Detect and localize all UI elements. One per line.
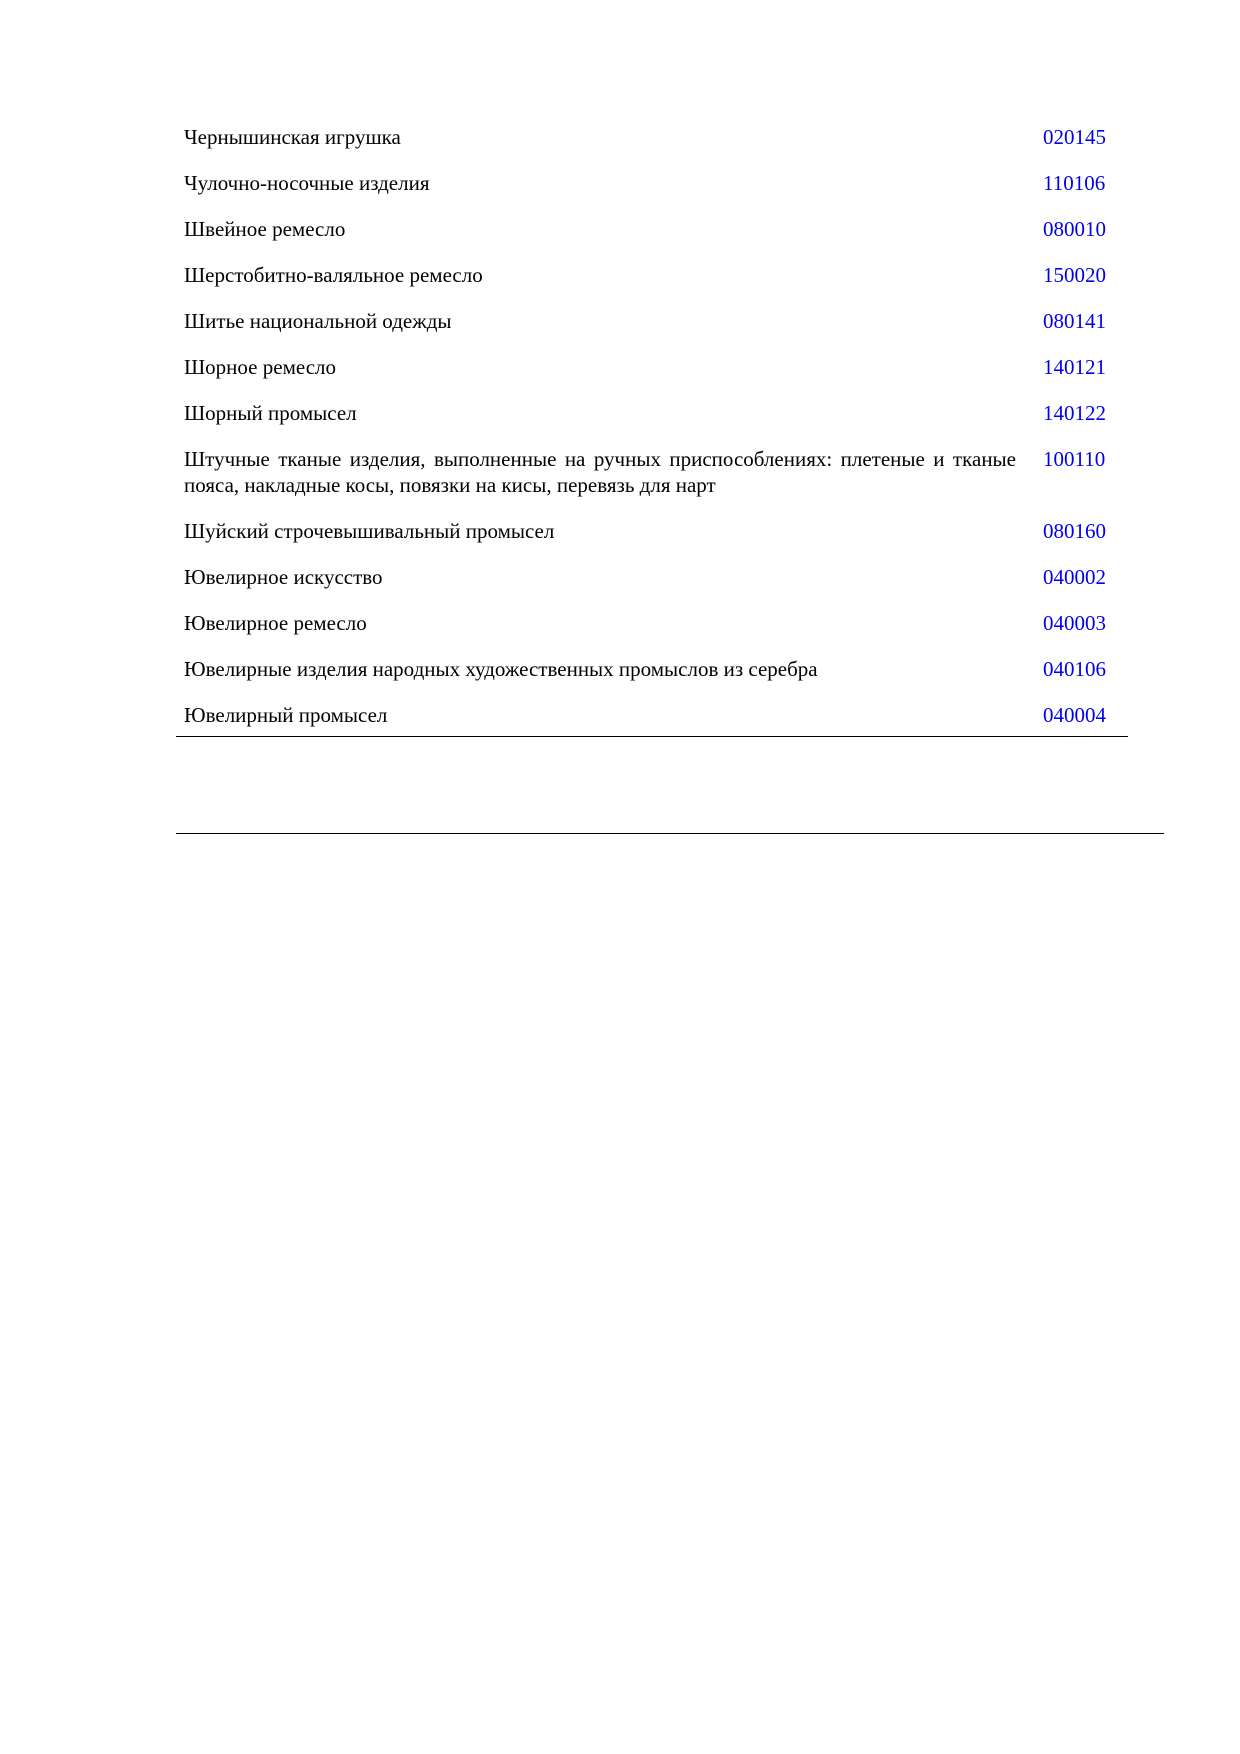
code-link[interactable]: 140122 <box>1043 401 1106 425</box>
code-link[interactable]: 100110 <box>1043 447 1106 471</box>
table-row <box>176 400 1128 426</box>
code-link[interactable]: 140121 <box>1043 355 1106 379</box>
code-link[interactable]: 150020 <box>1043 263 1106 287</box>
term-text: Ювелирное ремесло <box>184 611 367 635</box>
term-text: Шуйский строчевышивальный промысел <box>184 519 555 543</box>
table-row <box>176 170 1128 196</box>
code-link[interactable]: 040002 <box>1043 565 1106 589</box>
term-text: Швейное ремесло <box>184 217 346 241</box>
code-link[interactable]: 080141 <box>1043 309 1106 333</box>
code-link[interactable]: 080010 <box>1043 217 1106 241</box>
table-row <box>176 656 1128 682</box>
table-row <box>176 124 1128 150</box>
code-link[interactable]: 040004 <box>1043 703 1106 727</box>
code-link[interactable]: 020145 <box>1043 125 1106 149</box>
table-row <box>176 518 1128 544</box>
code-link[interactable]: 040003 <box>1043 611 1106 635</box>
term-text: Чернышинская игрушка <box>184 125 401 149</box>
code-link[interactable]: 040106 <box>1043 657 1106 681</box>
term-text: Ювелирные изделия народных художественных промыслов из серебра <box>184 657 818 681</box>
term-text: Чулочно-носочные изделия <box>184 171 430 195</box>
footer-divider <box>176 833 1164 834</box>
term-text: Ювелирный промысел <box>184 703 388 727</box>
table-row <box>176 354 1128 380</box>
table-row <box>176 702 1128 728</box>
table-row <box>176 610 1128 636</box>
term-text: Шорное ремесло <box>184 355 337 379</box>
term-text: Шорный промысел <box>184 401 357 425</box>
table-row <box>176 308 1128 334</box>
table-row <box>176 564 1128 590</box>
index-table <box>176 124 1128 737</box>
code-link[interactable]: 110106 <box>1043 171 1106 195</box>
term-text: Ювелирное искусство <box>184 565 383 589</box>
term-text: Штучные тканые изделия, выполненные на ручных приспособлениях: плетеные и тканые пояса, накладные косы, повязки на кисы, перевязь для нарт <box>184 447 1016 497</box>
table-row <box>176 262 1128 288</box>
term-text: Шитье национальной одежды <box>184 309 452 333</box>
code-link[interactable]: 080160 <box>1043 519 1106 543</box>
table-row <box>176 216 1128 242</box>
table-row <box>176 446 1128 498</box>
term-text: Шерстобитно-валяльное ремесло <box>184 263 483 287</box>
